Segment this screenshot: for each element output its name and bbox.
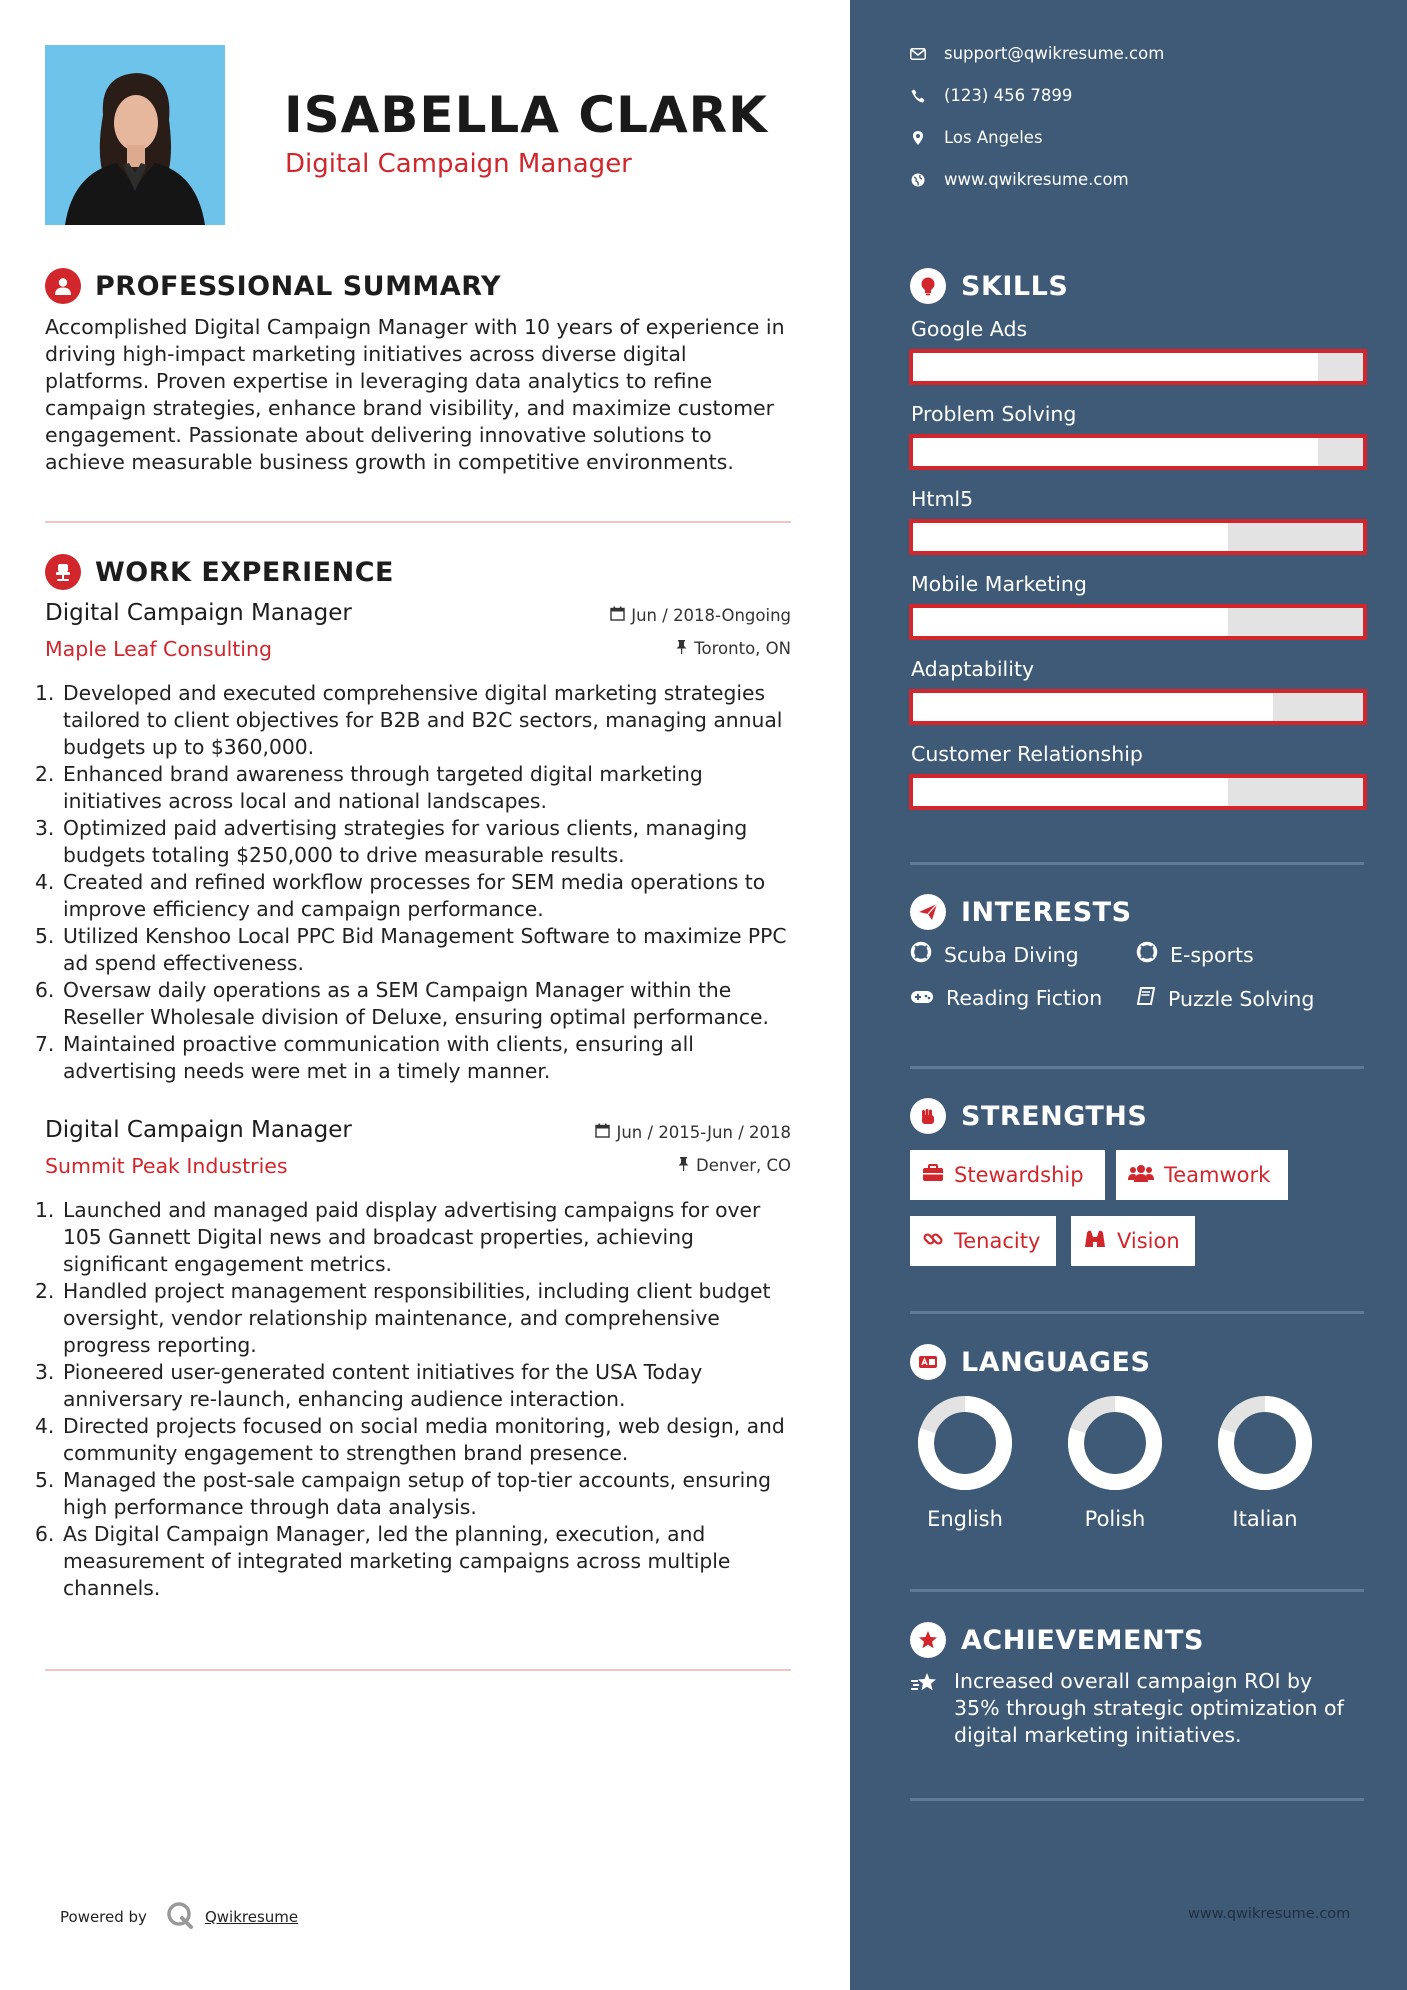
summary-title: PROFESSIONAL SUMMARY bbox=[95, 270, 502, 302]
interests-title: INTERESTS bbox=[961, 896, 1132, 928]
language-item bbox=[890, 1393, 1040, 1531]
office-chair-icon bbox=[45, 554, 81, 590]
language-donut bbox=[1215, 1393, 1315, 1493]
job-title: Digital Campaign Manager bbox=[45, 1117, 352, 1143]
link-icon bbox=[922, 1228, 944, 1255]
skill-bar-fill bbox=[913, 438, 1318, 466]
experience-title: WORK EXPERIENCE bbox=[95, 556, 394, 588]
strength-label: Tenacity bbox=[954, 1229, 1041, 1253]
list-item: 5. Managed the post-sale campaign setup of top-tier accounts, ensuring high performance through data analysis. bbox=[35, 1468, 772, 1519]
language-name: Italian bbox=[1232, 1507, 1298, 1531]
list-item: 7. Maintained proactive communication with clients, ensuring all advertising needs were met in a timely manner. bbox=[35, 1032, 694, 1083]
list-item: 4. Created and refined workflow processes for SEM media operations to improve efficiency and campaign performance. bbox=[35, 870, 766, 921]
achievements-title: ACHIEVEMENTS bbox=[961, 1624, 1204, 1656]
binoculars-icon bbox=[1083, 1229, 1107, 1254]
paper-plane-icon bbox=[910, 894, 946, 930]
job-company: Summit Peak Industries bbox=[45, 1154, 288, 1178]
phone-icon bbox=[910, 89, 926, 103]
interest-item bbox=[1136, 941, 1254, 968]
strengths-heading bbox=[910, 1098, 1147, 1134]
achievements-heading bbox=[910, 1622, 1204, 1658]
language-donut bbox=[1065, 1393, 1165, 1493]
skill-bar-fill bbox=[913, 523, 1228, 551]
contact-email[interactable] bbox=[910, 44, 1164, 63]
list-item: 4. Directed projects focused on social media monitoring, web design, and community engagement to strengthen brand presence. bbox=[35, 1414, 785, 1465]
skill-bar bbox=[909, 774, 1367, 810]
section-divider bbox=[910, 1311, 1364, 1314]
section-divider bbox=[910, 1589, 1364, 1592]
contact-text: www.qwikresume.com bbox=[944, 170, 1129, 189]
users-icon bbox=[1128, 1163, 1154, 1187]
job-title: Digital Campaign Manager bbox=[45, 600, 352, 626]
list-item: 3. Optimized paid advertising strategies for various clients, managing budgets totaling $250,000 to drive measurable results. bbox=[35, 816, 748, 867]
job-date bbox=[595, 1123, 791, 1142]
languages-title: LANGUAGES bbox=[961, 1346, 1151, 1378]
job-date-text: Jun / 2015-Jun / 2018 bbox=[616, 1123, 791, 1142]
sidebar bbox=[850, 0, 1407, 1990]
envelope-icon bbox=[910, 48, 926, 60]
list-item: 2. Handled project management responsibilities, including client budget oversight, vendor relationship maintenance, and comprehensive progress reporting. bbox=[35, 1279, 771, 1357]
lightbulb-icon bbox=[910, 268, 946, 304]
experience-heading bbox=[45, 554, 394, 590]
job-entry bbox=[35, 600, 791, 1090]
skill-name: Adaptability bbox=[911, 657, 1035, 681]
list-item: 1. Launched and managed paid display advertising campaigns for over 105 Gannett Digital news and broadcast properties, achieving significant engagement metrics. bbox=[35, 1198, 761, 1276]
job-location-text: Denver, CO bbox=[695, 1156, 791, 1175]
strength-label: Stewardship bbox=[954, 1163, 1084, 1187]
map-marker-icon bbox=[910, 131, 926, 145]
skill-bar-fill bbox=[913, 608, 1228, 636]
life-ring-icon bbox=[910, 941, 932, 968]
list-item: 1. Developed and executed comprehensive digital marketing strategies tailored to client objectives for B2B and B2C sectors, managing annual budgets up to $360,000. bbox=[35, 681, 783, 759]
life-ring-icon bbox=[1136, 941, 1158, 968]
strength-label: Teamwork bbox=[1164, 1163, 1271, 1187]
strength-tag bbox=[1071, 1216, 1195, 1266]
contact-location bbox=[910, 128, 1043, 147]
candidate-role: Digital Campaign Manager bbox=[285, 149, 632, 179]
section-divider bbox=[910, 1066, 1364, 1069]
skill-bar-fill bbox=[913, 353, 1318, 381]
strength-tag bbox=[1116, 1150, 1288, 1200]
translate-icon bbox=[910, 1344, 946, 1380]
strength-label: Vision bbox=[1117, 1229, 1180, 1253]
strength-tag bbox=[910, 1216, 1056, 1266]
user-icon bbox=[45, 268, 81, 304]
calendar-icon bbox=[595, 1123, 610, 1142]
summary-heading bbox=[45, 268, 501, 304]
skill-name: Google Ads bbox=[911, 317, 1028, 341]
skill-bar bbox=[909, 604, 1367, 640]
book-icon bbox=[1136, 986, 1156, 1011]
list-item: 6. Oversaw daily operations as a SEM Campaign Manager within the Reseller Wholesale division of Deluxe, ensuring optimal performance. bbox=[35, 978, 769, 1029]
contact-website[interactable] bbox=[910, 170, 1129, 189]
contact-text: support@qwikresume.com bbox=[944, 44, 1165, 63]
language-name: Polish bbox=[1084, 1507, 1146, 1531]
language-item bbox=[1040, 1393, 1190, 1531]
interest-item bbox=[910, 986, 1102, 1010]
interest-label: E-sports bbox=[1170, 942, 1254, 967]
list-item: 5. Utilized Kenshoo Local PPC Bid Management Software to maximize PPC ad spend effectiveness. bbox=[35, 924, 787, 975]
skill-name: Problem Solving bbox=[911, 402, 1077, 426]
calendar-icon bbox=[610, 606, 625, 625]
strengths-title: STRENGTHS bbox=[961, 1100, 1148, 1132]
strength-tag bbox=[910, 1150, 1105, 1200]
skill-bar-fill bbox=[913, 778, 1228, 806]
job-location bbox=[677, 1156, 791, 1175]
interests-heading bbox=[910, 894, 1132, 930]
skill-name: Mobile Marketing bbox=[911, 572, 1087, 596]
briefcase-icon bbox=[922, 1163, 944, 1187]
skill-name: Html5 bbox=[911, 487, 974, 511]
job-date-text: Jun / 2018-Ongoing bbox=[631, 606, 791, 625]
achievement-item bbox=[910, 1668, 1364, 1749]
trophy-star-icon bbox=[910, 1671, 940, 1749]
contact-phone[interactable] bbox=[910, 86, 1072, 105]
interest-label: Reading Fiction bbox=[946, 986, 1103, 1010]
skill-name: Customer Relationship bbox=[911, 742, 1143, 766]
powered-by-label: Powered by bbox=[60, 1908, 147, 1926]
candidate-name: ISABELLA CLARK bbox=[284, 86, 768, 144]
section-divider bbox=[910, 862, 1364, 865]
section-divider bbox=[45, 521, 791, 523]
skill-bar bbox=[909, 349, 1367, 385]
interest-label: Scuba Diving bbox=[944, 942, 1079, 967]
powered-by bbox=[60, 1900, 298, 1934]
list-item: 6. As Digital Campaign Manager, led the planning, execution, and measurement of integrated marketing campaigns across multiple channels. bbox=[35, 1522, 731, 1600]
list-item: 3. Pioneered user-generated content initiatives for the USA Today anniversary re-launch, enhancing audience interaction. bbox=[35, 1360, 703, 1411]
section-divider bbox=[910, 1798, 1364, 1801]
qwikresume-logo-icon bbox=[165, 1900, 195, 1934]
interest-item bbox=[1136, 986, 1314, 1011]
achievement-text: Increased overall campaign ROI by 35% through strategic optimization of digital marketing initiatives. bbox=[954, 1669, 1344, 1747]
job-duties bbox=[35, 680, 795, 1085]
language-name: English bbox=[927, 1507, 1003, 1531]
qwikresume-link[interactable]: Qwikresume bbox=[204, 1908, 299, 1926]
interest-label: Puzzle Solving bbox=[1168, 986, 1315, 1011]
skill-bar bbox=[909, 434, 1367, 470]
languages-heading bbox=[910, 1344, 1150, 1380]
job-location-text: Toronto, ON bbox=[694, 639, 791, 658]
fist-icon bbox=[910, 1098, 946, 1134]
gamepad-icon bbox=[910, 986, 934, 1010]
skill-bar bbox=[909, 519, 1367, 555]
skill-bar bbox=[909, 689, 1367, 725]
skills-title: SKILLS bbox=[961, 270, 1069, 302]
job-entry bbox=[35, 1117, 791, 1617]
footer-website[interactable]: www.qwikresume.com bbox=[1188, 1906, 1351, 1922]
pushpin-icon bbox=[677, 1156, 690, 1175]
job-location bbox=[675, 639, 791, 658]
interest-item bbox=[910, 941, 1079, 968]
language-donut bbox=[915, 1393, 1015, 1493]
contact-text: (123) 456 7899 bbox=[944, 86, 1073, 105]
job-duties bbox=[35, 1197, 795, 1602]
language-item bbox=[1190, 1393, 1340, 1531]
star-badge-icon bbox=[910, 1622, 946, 1658]
skill-bar-fill bbox=[913, 693, 1273, 721]
skills-heading bbox=[910, 268, 1068, 304]
pushpin-icon bbox=[675, 639, 688, 658]
list-item: 2. Enhanced brand awareness through targeted digital marketing initiatives across local and national landscapes. bbox=[35, 762, 703, 813]
job-date bbox=[610, 606, 791, 625]
section-divider bbox=[45, 1669, 791, 1671]
profile-photo bbox=[45, 45, 225, 225]
globe-icon bbox=[910, 173, 926, 187]
summary-text: Accomplished Digital Campaign Manager with 10 years of experience in driving high-impact marketing initiatives across diverse digital platforms. Proven expertise in leveraging data analytics to refine campaign strategies, enhance brand visibility, and maximize customer engagement. Passionate about delivering innovative solutions to achieve measurable business growth in competitive environments. bbox=[45, 315, 785, 474]
job-company: Maple Leaf Consulting bbox=[45, 637, 273, 661]
contact-text: Los Angeles bbox=[944, 128, 1043, 147]
